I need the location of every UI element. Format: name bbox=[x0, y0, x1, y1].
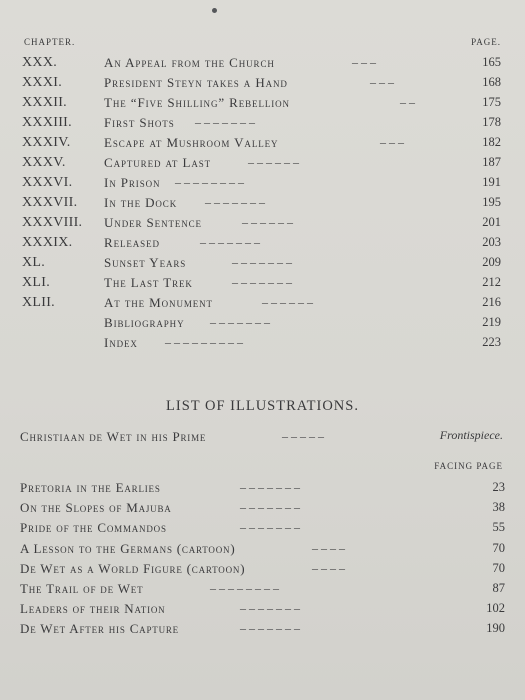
illustration-row bbox=[0, 541, 525, 559]
page-number: 212 bbox=[482, 275, 501, 289]
chapter-title: First Shots bbox=[104, 115, 175, 130]
page-number: 190 bbox=[486, 621, 505, 635]
leader-dashes: – – – – – – – bbox=[240, 520, 300, 534]
leader-dashes: – – – – – – – bbox=[232, 275, 292, 289]
page-number: 102 bbox=[486, 601, 505, 615]
toc-row bbox=[0, 195, 525, 213]
toc-row bbox=[0, 155, 525, 173]
illustration-row bbox=[0, 601, 525, 619]
toc-row bbox=[0, 235, 525, 253]
page-number: 191 bbox=[482, 175, 501, 189]
chapter-column-label: CHAPTER. bbox=[24, 37, 76, 47]
page-column-label: PAGE. bbox=[471, 37, 501, 47]
leader-dashes: – – – – – – – bbox=[240, 621, 300, 635]
chapter-numeral: XXXI. bbox=[22, 75, 62, 90]
chapter-title: At the Monument bbox=[104, 295, 213, 310]
illustration-row bbox=[0, 621, 525, 639]
chapter-title: The “Five Shilling” Rebellion bbox=[104, 95, 290, 110]
chapter-numeral: XXXIV. bbox=[22, 135, 71, 150]
leader-dashes: – – – – – – – – bbox=[210, 581, 279, 595]
leader-dashes: – – – bbox=[352, 55, 376, 69]
chapter-title: President Steyn takes a Hand bbox=[104, 75, 288, 90]
leader-dashes: – – – – bbox=[312, 541, 345, 555]
toc-row bbox=[0, 335, 525, 353]
leader-dashes: – – – – – – – bbox=[240, 480, 300, 494]
page-number: 70 bbox=[492, 561, 505, 575]
illustration-title: Pretoria in the Earlies bbox=[20, 480, 161, 495]
illustration-title: Christiaan de Wet in his Prime bbox=[20, 429, 207, 444]
illustration-title: A Lesson to the Germans (cartoon) bbox=[20, 541, 236, 556]
page-number: 38 bbox=[492, 500, 505, 514]
toc-row bbox=[0, 175, 525, 193]
page-number: 187 bbox=[482, 155, 501, 169]
chapter-numeral: XXXIX. bbox=[22, 235, 73, 250]
chapter-numeral: XXXVI. bbox=[22, 175, 73, 190]
toc-row bbox=[0, 115, 525, 133]
page-number: 201 bbox=[482, 215, 501, 229]
leader-dashes: – – – – – – – bbox=[195, 115, 255, 129]
page-number: 223 bbox=[482, 335, 501, 349]
leader-dashes: – – – – bbox=[312, 561, 345, 575]
illustration-row bbox=[0, 480, 525, 498]
chapter-title: Under Sentence bbox=[104, 215, 202, 230]
leader-dashes: – – – – – – – bbox=[200, 235, 260, 249]
chapter-numeral: XLI. bbox=[22, 275, 51, 290]
illustration-title: De Wet After his Capture bbox=[20, 621, 179, 636]
illustration-row bbox=[0, 581, 525, 599]
chapter-title: An Appeal from the Church bbox=[104, 55, 275, 70]
page-number: 219 bbox=[482, 315, 501, 329]
toc-row bbox=[0, 135, 525, 153]
leader-dashes: – – – – – – – bbox=[240, 500, 300, 514]
chapter-title: Released bbox=[104, 235, 160, 250]
page-number: 87 bbox=[492, 581, 505, 595]
back-matter-title: Bibliography bbox=[104, 315, 185, 330]
leader-dashes: – – – – – – bbox=[248, 155, 299, 169]
chapter-numeral: XXX. bbox=[22, 55, 58, 70]
illustration-row bbox=[0, 500, 525, 518]
toc-row bbox=[0, 275, 525, 293]
page-number: 168 bbox=[482, 75, 501, 89]
page-number: 209 bbox=[482, 255, 501, 269]
back-matter-title: Index bbox=[104, 335, 138, 350]
leader-dashes: – – – – – bbox=[282, 429, 324, 443]
chapter-title: The Last Trek bbox=[104, 275, 193, 290]
chapter-numeral: XXXVIII. bbox=[22, 215, 83, 230]
chapter-title: Escape at Mushroom Valley bbox=[104, 135, 279, 150]
leader-dashes: – – – – – – – bbox=[205, 195, 265, 209]
frontispiece-label: Frontispiece. bbox=[439, 428, 503, 442]
toc-row bbox=[0, 255, 525, 273]
facing-page-label: FACING PAGE bbox=[434, 461, 503, 471]
chapter-numeral: XL. bbox=[22, 255, 46, 270]
toc-row bbox=[0, 295, 525, 313]
chapter-numeral: XXXII. bbox=[22, 95, 67, 110]
leader-dashes: – – – – – – bbox=[262, 295, 313, 309]
page-number: 195 bbox=[482, 195, 501, 209]
page-number: 178 bbox=[482, 115, 501, 129]
leader-dashes: – – – bbox=[370, 75, 394, 89]
chapter-numeral: XXXVII. bbox=[22, 195, 78, 210]
page-number: 165 bbox=[482, 55, 501, 69]
leader-dashes: – – – – – – – – bbox=[175, 175, 244, 189]
leader-dashes: – – – – – – – bbox=[240, 601, 300, 615]
illustration-title: Pride of the Commandos bbox=[20, 520, 167, 535]
illustration-title: The Trail of de Wet bbox=[20, 581, 144, 596]
illustration-title: De Wet as a World Figure (cartoon) bbox=[20, 561, 246, 576]
toc-row bbox=[0, 55, 525, 73]
chapter-title: In Prison bbox=[104, 175, 161, 190]
leader-dashes: – – – – – – – – – bbox=[165, 335, 243, 349]
chapter-numeral: XXXV. bbox=[22, 155, 66, 170]
leader-dashes: – – – bbox=[380, 135, 404, 149]
page-number: 70 bbox=[492, 541, 505, 555]
leader-dashes: – – – – – – – bbox=[232, 255, 292, 269]
toc-row bbox=[0, 75, 525, 93]
illustration-title: Leaders of their Nation bbox=[20, 601, 166, 616]
page-number: 23 bbox=[492, 480, 505, 494]
page-number: 203 bbox=[482, 235, 501, 249]
page-number: 55 bbox=[492, 520, 505, 534]
toc-row bbox=[0, 215, 525, 233]
illustration-title: On the Slopes of Majuba bbox=[20, 500, 172, 515]
page-number: 175 bbox=[482, 95, 501, 109]
page-number: 182 bbox=[482, 135, 501, 149]
illustration-row bbox=[0, 520, 525, 538]
ornament-dot bbox=[212, 8, 217, 13]
chapter-numeral: XXXIII. bbox=[22, 115, 72, 130]
illustrations-heading: LIST OF ILLUSTRATIONS. bbox=[166, 398, 359, 414]
leader-dashes: – – – – – – bbox=[242, 215, 293, 229]
page-number: 216 bbox=[482, 295, 501, 309]
toc-row bbox=[0, 95, 525, 113]
chapter-title: Sunset Years bbox=[104, 255, 187, 270]
leader-dashes: – – bbox=[400, 95, 415, 109]
chapter-title: In the Dock bbox=[104, 195, 178, 210]
toc-row bbox=[0, 315, 525, 333]
illustration-row bbox=[0, 561, 525, 579]
leader-dashes: – – – – – – – bbox=[210, 315, 270, 329]
chapter-title: Captured at Last bbox=[104, 155, 212, 170]
chapter-numeral: XLII. bbox=[22, 295, 55, 310]
